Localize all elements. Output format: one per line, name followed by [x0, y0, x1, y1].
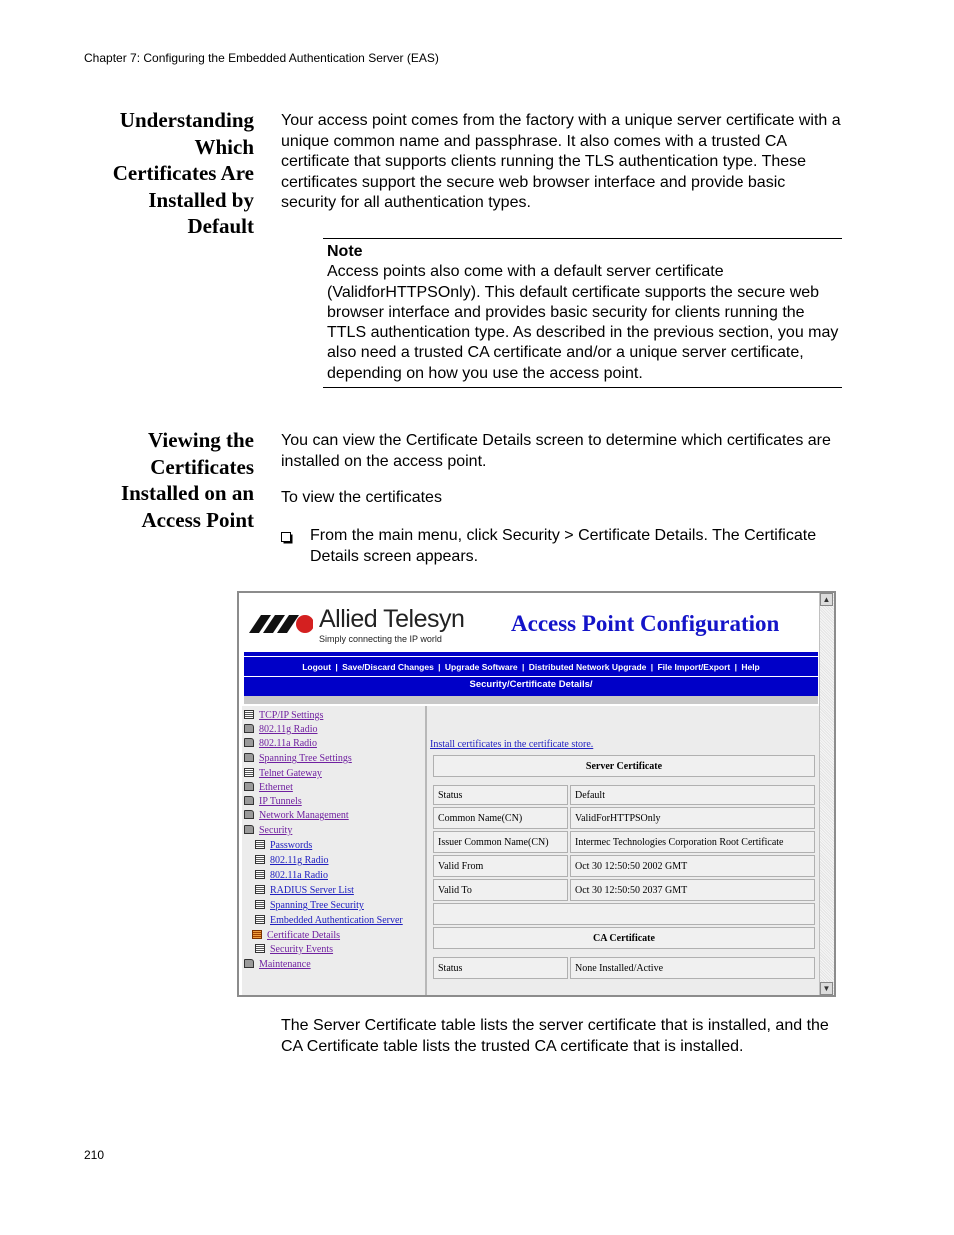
app-title: Access Point Configuration	[511, 611, 780, 636]
folder-icon	[244, 782, 254, 791]
ca-certificate-header: CA Certificate	[433, 927, 815, 949]
scroll-down-icon[interactable]: ▼	[820, 982, 833, 995]
folder-icon	[244, 796, 254, 805]
page-icon	[255, 885, 265, 894]
certificate-details-screenshot	[237, 591, 836, 997]
table-row: Status None Installed/Active	[433, 957, 815, 979]
nav-security-80211a-radio[interactable]: 802.11a Radio	[255, 870, 328, 881]
top-menu: Logout | Save/Discard Changes | Upgrade Software | Distributed Network Upgrade | File Import/Export | Help	[302, 662, 760, 672]
nav-telnet-gateway[interactable]: Telnet Gateway	[244, 768, 322, 779]
page-icon	[255, 840, 265, 849]
allied-telesyn-logo	[249, 605, 479, 645]
heading-line: Installed on an	[120, 481, 254, 505]
nav-security[interactable]: Security	[244, 825, 292, 836]
page-icon	[255, 944, 265, 953]
folder-icon	[244, 724, 254, 733]
vertical-scrollbar[interactable]	[819, 593, 834, 995]
logo-mark-icon	[249, 613, 313, 635]
table-row: Valid From Oct 30 12:50:50 2002 GMT	[433, 855, 815, 877]
table-row: Valid To Oct 30 12:50:50 2037 GMT	[433, 879, 815, 901]
logo-text: Allied Telesyn	[319, 605, 465, 633]
folder-icon	[244, 738, 254, 747]
active-page-icon	[252, 930, 262, 939]
nav-security-events[interactable]: Security Events	[255, 944, 333, 955]
nav-ethernet[interactable]: Ethernet	[244, 782, 293, 793]
note-title: Note	[327, 243, 363, 260]
breadcrumb: Security/Certificate Details/	[469, 679, 593, 690]
nav-spanning-tree-security[interactable]: Spanning Tree Security	[255, 900, 364, 911]
menu-distributed-upgrade[interactable]: Distributed Network Upgrade	[528, 662, 647, 672]
content-panel	[427, 706, 819, 995]
heading-line: Which	[194, 134, 254, 159]
section2-body: You can view the Certificate Details screen to determine which certificates are installed on the access point.	[281, 432, 831, 470]
section-heading-understanding	[60, 107, 254, 240]
nav-80211g-radio[interactable]: 802.11g Radio	[244, 724, 318, 735]
folder-icon	[244, 753, 254, 762]
nav-maintenance[interactable]: Maintenance	[244, 959, 311, 970]
left-nav-tree	[242, 706, 427, 995]
heading-line: Certificates Are	[112, 161, 254, 185]
server-certificate-header: Server Certificate	[433, 755, 815, 777]
table-row: Issuer Common Name(CN) Intermec Technologies Corporation Root Certificate	[433, 831, 815, 853]
section1-body: Your access point comes from the factory with a unique server certificate with a unique common name and passphrase. It also comes with a trusted CA certificate that supports clients running the TLS authentication type. These certificates support the secure web browser interface and provide basic security for all authentication types.	[281, 112, 841, 211]
nav-spanning-tree-settings[interactable]: Spanning Tree Settings	[244, 753, 352, 764]
note-body: Access points also come with a default server certificate (ValidforHTTPSOnly). This default certificate supports the secure web browser interface and provides basic security for clients running the TTLS authentication type. As described in the previous section, you may also need a trusted CA certificate and/or a unique server certificate, depending on how you use the access point.	[327, 263, 839, 382]
table-row: Common Name(CN) ValidForHTTPSOnly	[433, 807, 815, 829]
table-row: Status Default	[433, 785, 815, 805]
note-box	[323, 238, 842, 388]
nav-certificate-details[interactable]: Certificate Details	[252, 930, 340, 941]
nav-ip-tunnels[interactable]: IP Tunnels	[244, 796, 302, 807]
procedure-title: To view the certificates	[281, 489, 442, 506]
checkbox-bullet-icon	[281, 532, 291, 542]
nav-tcpip-settings[interactable]: TCP/IP Settings	[244, 710, 323, 721]
server-certificate-table	[431, 753, 817, 927]
page-icon	[255, 870, 265, 879]
open-folder-icon	[244, 825, 254, 834]
heading-line: Default	[187, 214, 254, 238]
folder-icon	[244, 959, 254, 968]
heading-line: Understanding	[119, 108, 254, 132]
nav-radius-server-list[interactable]: RADIUS Server List	[255, 885, 354, 896]
heading-line: Installed by	[148, 187, 254, 212]
closing-text: The Server Certificate table lists the server certificate that is installed, and the CA Certificate table lists the trusted CA certificate that is installed.	[281, 1017, 829, 1055]
nav-embedded-auth-server[interactable]: Embedded Authentication Server	[255, 915, 403, 926]
nav-security-80211g-radio[interactable]: 802.11g Radio	[255, 855, 329, 866]
logo-tagline: Simply connecting the IP world	[319, 634, 442, 644]
procedure-step	[281, 526, 841, 567]
menu-upgrade-software[interactable]: Upgrade Software	[444, 662, 518, 672]
page-icon	[244, 710, 254, 719]
menu-save-discard[interactable]: Save/Discard Changes	[342, 662, 434, 672]
menu-logout[interactable]: Logout	[302, 662, 332, 672]
page-icon	[255, 900, 265, 909]
heading-line: Viewing the	[148, 428, 254, 452]
step-text: From the main menu, click Security > Certificate Details. The Certificate Details screen appears.	[310, 527, 817, 565]
section-heading-viewing	[60, 427, 254, 533]
chapter-header: Chapter 7: Configuring the Embedded Authentication Server (EAS)	[84, 51, 439, 65]
scroll-up-icon[interactable]: ▲	[820, 593, 833, 606]
nav-network-management[interactable]: Network Management	[244, 810, 349, 821]
menu-file-import-export[interactable]: File Import/Export	[657, 662, 731, 672]
page-icon	[255, 915, 265, 924]
nav-passwords[interactable]: Passwords	[255, 840, 312, 851]
folder-icon	[244, 810, 254, 819]
page-icon	[255, 855, 265, 864]
heading-line: Certificates	[150, 454, 254, 479]
menu-help[interactable]: Help	[741, 662, 760, 672]
page-number: 210	[84, 1148, 105, 1162]
heading-line: Access Point	[141, 507, 254, 532]
nav-80211a-radio[interactable]: 802.11a Radio	[244, 738, 317, 749]
install-certificates-link[interactable]: Install certificates in the certificate store.	[430, 739, 594, 750]
ca-certificate-table	[431, 925, 817, 981]
page-icon	[244, 768, 254, 777]
